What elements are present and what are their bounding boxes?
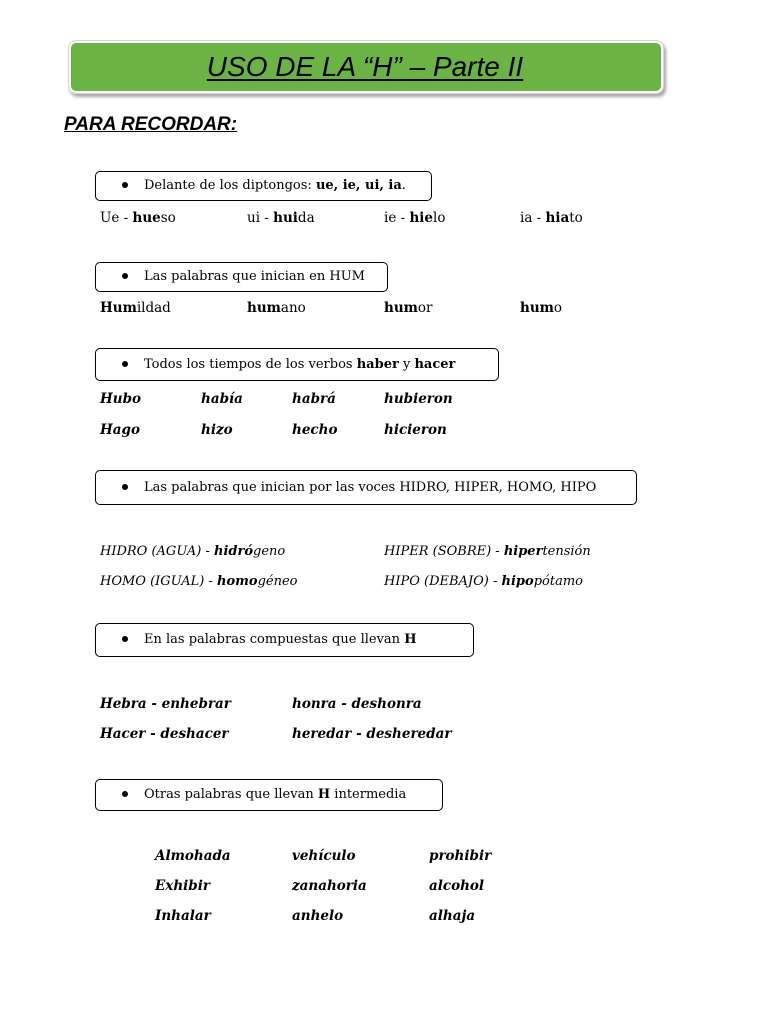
verb-form: Hago [100, 422, 140, 438]
intermediate-h-word: alcohol [429, 878, 485, 894]
verb-form: había [201, 391, 243, 407]
compound-word: Hebra - enhebrar [100, 696, 231, 712]
verb-form: hizo [201, 422, 233, 438]
intermediate-h-word: zanahoria [292, 878, 367, 894]
intermediate-h-word: prohibir [429, 848, 492, 864]
rule-box-verbos: Todos los tiempos de los verbos haber y hacer [95, 348, 499, 381]
compound-word: Hacer - deshacer [100, 726, 229, 742]
intermediate-h-word: anhelo [292, 908, 344, 924]
verb-form: habrá [292, 391, 336, 407]
verb-form: hubieron [384, 391, 453, 407]
section-heading: PARA RECORDAR: [64, 114, 238, 135]
example-word: humano [247, 300, 306, 316]
bullet-icon [122, 273, 128, 279]
bullet-icon [122, 636, 128, 642]
compound-word: honra - deshonra [292, 696, 422, 712]
bullet-icon [122, 484, 128, 490]
example-word: Ue - hueso [100, 210, 176, 226]
intermediate-h-word: Exhibir [155, 878, 210, 894]
bullet-icon [122, 182, 128, 188]
page-title: USO DE LA “H” – Parte II [206, 51, 524, 82]
rule-box-diptongos: Delante de los diptongos: ue, ie, ui, ia. [95, 171, 432, 201]
verb-form: hicieron [384, 422, 447, 438]
example-word: HIDRO (AGUA) - hidrógeno [100, 544, 286, 559]
intermediate-h-word: Almohada [155, 848, 231, 864]
example-word: Humildad [100, 300, 171, 316]
intermediate-h-word: vehículo [292, 848, 356, 864]
example-word: HOMO (IGUAL) - homogéneo [100, 574, 298, 589]
compound-word: heredar - desheredar [292, 726, 452, 742]
rule-box-compuestas: En las palabras compuestas que llevan H [95, 623, 474, 657]
bullet-icon [122, 791, 128, 797]
intermediate-h-word: alhaja [429, 908, 476, 924]
rule-box-voces: Las palabras que inician por las voces HIDRO, HIPER, HOMO, HIPO [95, 470, 637, 505]
example-word: ui - huida [247, 210, 315, 226]
bullet-icon [122, 361, 128, 367]
verb-form: Hubo [100, 391, 142, 407]
example-word: humor [384, 300, 433, 316]
verb-form: hecho [292, 422, 338, 438]
example-word: HIPER (SOBRE) - hipertensión [384, 544, 591, 559]
intermediate-h-word: Inhalar [155, 908, 211, 924]
example-word: humo [520, 300, 563, 316]
rule-box-hum: Las palabras que inician en HUM [95, 262, 388, 292]
example-word: HIPO (DEBAJO) - hipopótamo [384, 574, 583, 589]
example-word: ia - hiato [520, 210, 583, 226]
example-word: ie - hielo [384, 210, 446, 226]
rule-box-intermedia: Otras palabras que llevan H intermedia [95, 779, 443, 811]
